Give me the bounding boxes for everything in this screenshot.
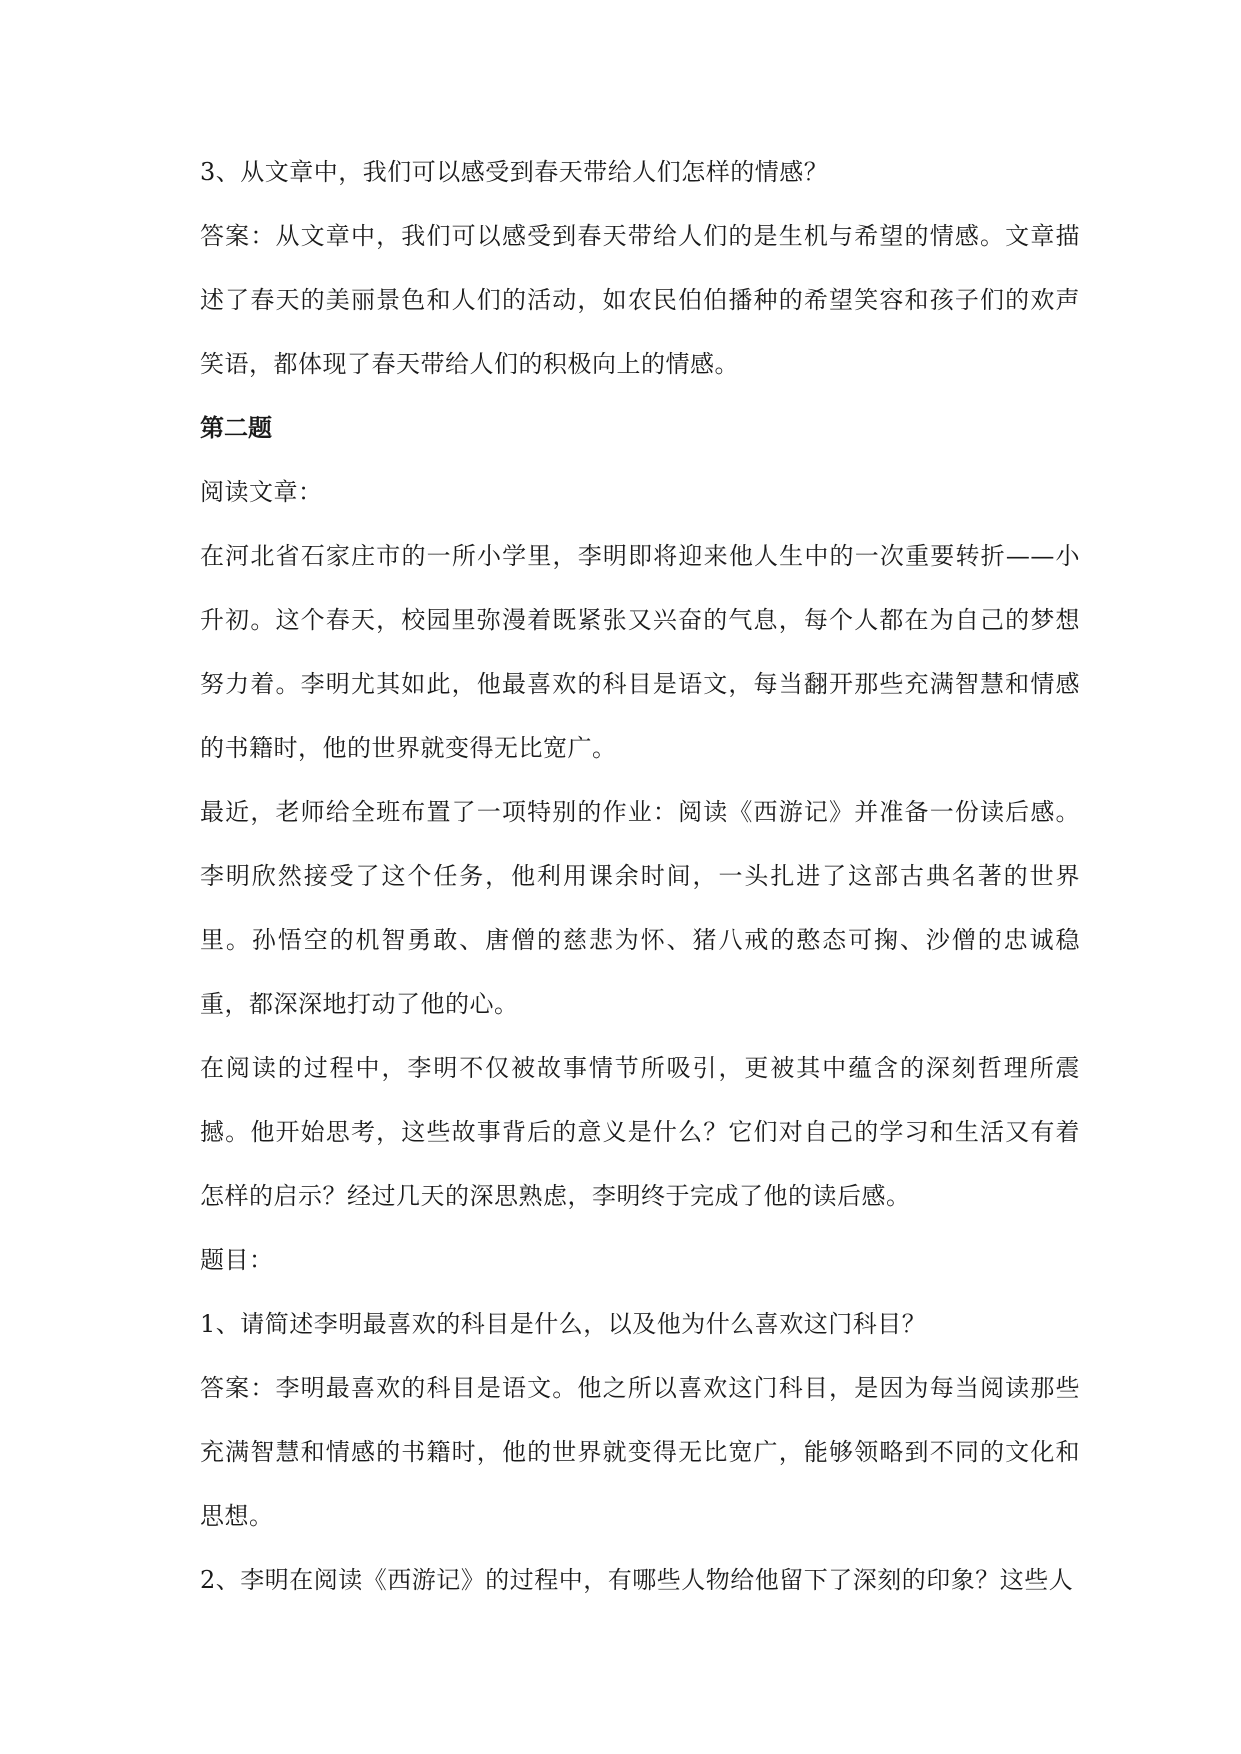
question-1: 1、请简述李明最喜欢的科目是什么，以及他为什么喜欢这门科目？ [200,1310,927,1338]
section-title: 第二题 [200,414,272,442]
read-label: 阅读文章： [200,478,323,506]
article-paragraph-2: 最近，老师给全班布置了一项特别的作业：阅读《西游记》并准备一份读后感。李明欣然接受了这个任务，他利用课余时间，一头扎进了这部古典名著的世界里。孙悟空的机智勇敢、唐僧的慈悲为怀、猪八戒的憨态可掬、沙僧的忠诚稳重，都深深地打动了他的心。 [200,798,1080,1018]
answer-1: 答案：李明最喜欢的科目是语文。他之所以喜欢这门科目，是因为每当阅读那些充满智慧和情感的书籍时，他的世界就变得无比宽广，能够领略到不同的文化和思想。 [200,1374,1080,1530]
article-paragraph-1: 在河北省石家庄市的一所小学里，李明即将迎来他人生中的一次重要转折——小升初。这个春天，校园里弥漫着既紧张又兴奋的气息，每个人都在为自己的梦想努力着。李明尤其如此，他最喜欢的科目是语文，每当翻开那些充满智慧和情感的书籍时，他的世界就变得无比宽广。 [200,542,1080,762]
questions-label: 题目： [200,1246,274,1274]
question-3: 3、从文章中，我们可以感受到春天带给人们怎样的情感？ [200,158,829,186]
question-2: 2、李明在阅读《西游记》的过程中，有哪些人物给他留下了深刻的印象？这些人 [200,1566,1074,1594]
answer-3: 答案：从文章中，我们可以感受到春天带给人们的是生机与希望的情感。文章描述了春天的美丽景色和人们的活动，如农民伯伯播种的希望笑容和孩子们的欢声笑语，都体现了春天带给人们的积极向上的情感。 [200,222,1080,378]
page-content [200,140,1080,1612]
article-paragraph-3: 在阅读的过程中，李明不仅被故事情节所吸引，更被其中蕴含的深刻哲理所震撼。他开始思考，这些故事背后的意义是什么？它们对自己的学习和生活又有着怎样的启示？经过几天的深思熟虑，李明终于完成了他的读后感。 [200,1054,1080,1210]
